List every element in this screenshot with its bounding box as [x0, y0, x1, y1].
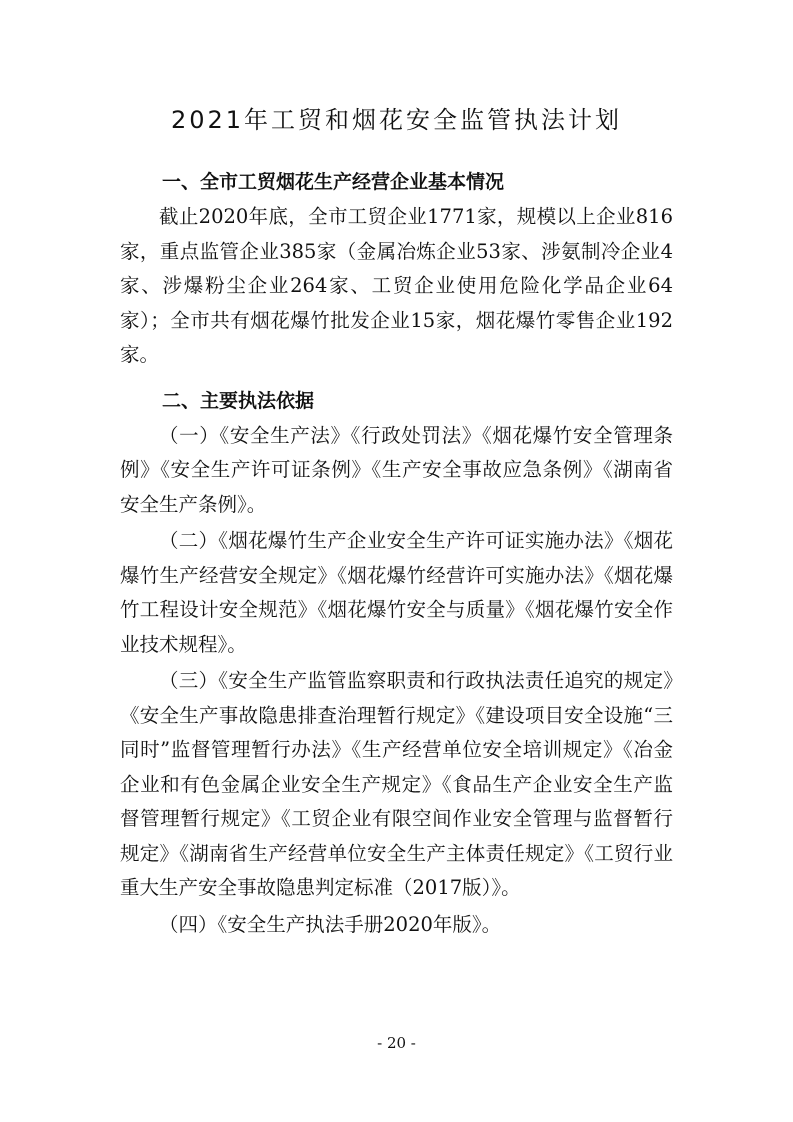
basis-item-2: （二）《烟花爆竹生产企业安全生产许可证实施办法》《烟花爆竹生产经营安全规定》《烟花爆竹经营许可实施办法》《烟花爆竹工程设计安全规范》《烟花爆竹安全与质量》《烟花爆竹安全作业技术规程》。 [120, 529, 673, 656]
basis-item-1: （一）《安全生产法》《行政处罚法》《烟花爆竹安全管理条例》《安全生产许可证条例》《生产安全事故应急条例》《湖南省安全生产条例》。 [120, 423, 673, 516]
section-1-heading: 一、全市工贸烟花生产经营企业基本情况 [162, 171, 505, 193]
section-1-paragraph: 截止2020年底，全市工贸企业1771家，规模以上企业816家，重点监管企业385家（金属冶炼企业53家、涉氨制冷企业4家、涉爆粉尘企业264家、工贸企业使用危险化学品企业64家）；全市共有烟花爆竹批发企业15家，烟花爆竹零售企业192家。 [120, 205, 673, 366]
document-body [120, 164, 673, 944]
document-title: 2021年工贸和烟花安全监管执法计划 [170, 106, 623, 134]
basis-item-4: （四）《安全生产执法手册2020年版》。 [159, 912, 502, 936]
section-2-heading: 二、主要执法依据 [162, 389, 315, 412]
basis-item-3: （三）《安全生产监管监察职责和行政执法责任追究的规定》《安全生产事故隐患排查治理暂行规定》《建设项目安全设施“三同时”监督管理暂行办法》《生产经营单位安全培训规定》《冶金企业和有色金属企业安全生产规定》《食品生产企业安全生产监督管理暂行规定》《工贸企业有限空间作业安全管理与监督暂行规定》《湖南省生产经营单位安全生产主体责任规定》《工贸行业重大生产安全事故隐患判定标准（2017版）》。 [120, 669, 673, 899]
page-number: - 20 - [377, 1034, 416, 1052]
